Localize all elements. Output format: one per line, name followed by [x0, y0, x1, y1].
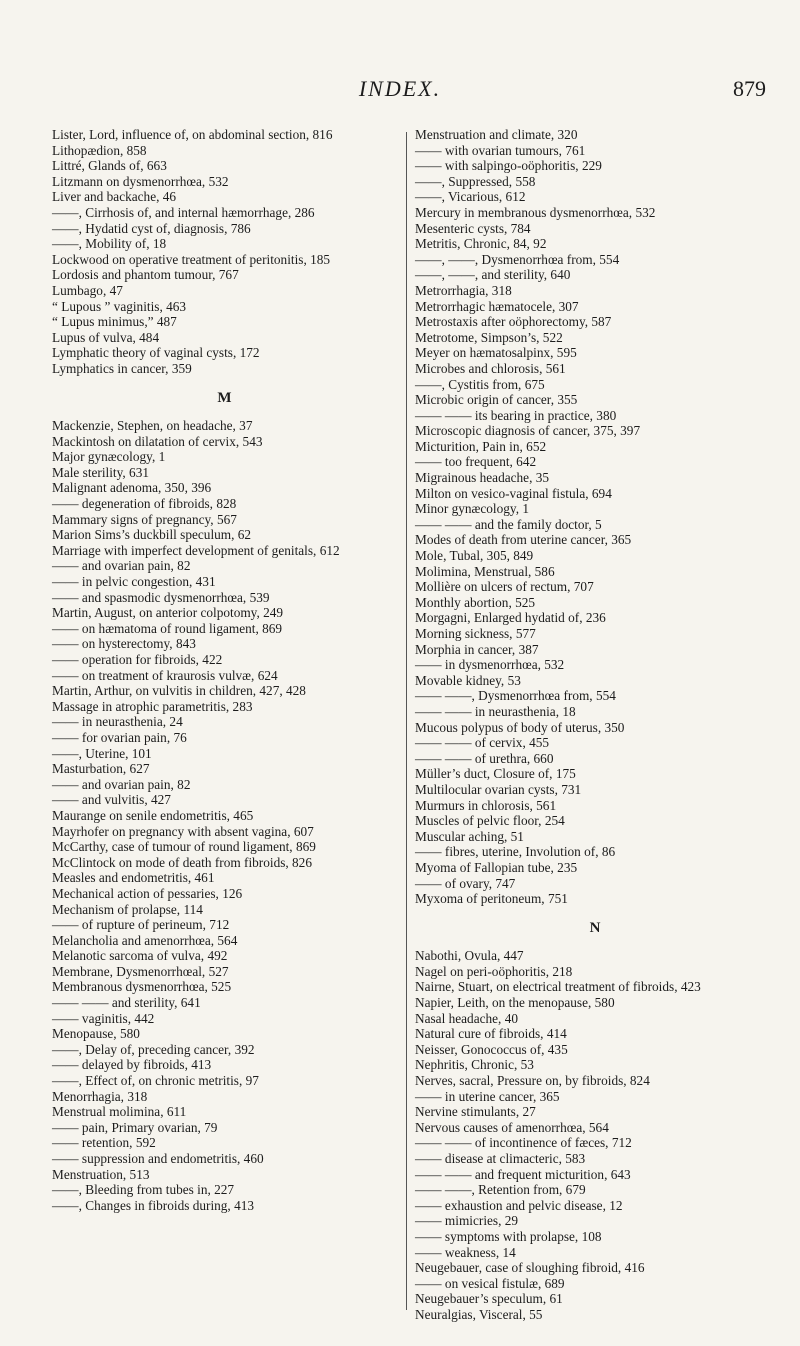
index-entry: Maurange on senile endometritis, 465: [52, 807, 254, 823]
index-entry: Muscular aching, 51: [415, 828, 524, 844]
index-entry: Lithopædion, 858: [52, 142, 147, 158]
index-entry: —— and spasmodic dysmenorrhœa, 539: [52, 589, 270, 605]
index-entry: ——, ——, and sterility, 640: [415, 267, 571, 283]
index-entry: Mollière on ulcers of rectum, 707: [415, 579, 594, 595]
index-entry: Neugebauer, case of sloughing fibroid, 416: [415, 1260, 645, 1276]
index-entry: Littré, Glands of, 663: [52, 158, 167, 174]
index-entry: —— and ovarian pain, 82: [52, 558, 191, 574]
index-entry: Nervous causes of amenorrhœa, 564: [415, 1119, 609, 1135]
index-entry: Metrostaxis after oöphorectomy, 587: [415, 314, 612, 330]
index-entry: —— fibres, uterine, Involution of, 86: [415, 844, 616, 860]
index-entry: Mole, Tubal, 305, 849: [415, 548, 534, 564]
index-entry: McClintock on mode of death from fibroids, 826: [52, 854, 312, 870]
index-entry: —— disease at climacteric, 583: [415, 1151, 586, 1166]
index-entry: Nerves, sacral, Pressure on, by fibroids, 824: [415, 1073, 650, 1089]
index-entry: Mackintosh on dilatation of cervix, 543: [52, 433, 263, 449]
index-entry: —— on vesical fistulæ, 689: [415, 1275, 565, 1291]
section-letter-heading: N: [589, 919, 601, 936]
index-entry: Mesenteric cysts, 784: [415, 220, 531, 236]
index-entry: Neugebauer’s speculum, 61: [415, 1291, 563, 1307]
index-entry: —— pain, Primary ovarian, 79: [52, 1119, 218, 1135]
index-entry: —— degeneration of fibroids, 828: [52, 496, 237, 512]
index-entry: —— in uterine cancer, 365: [415, 1088, 560, 1104]
index-entry: —— with salpingo-oöphoritis, 229: [415, 158, 602, 174]
index-entry: —— and ovarian pain, 82: [52, 776, 191, 792]
index-entry: Malignant adenoma, 350, 396: [52, 480, 212, 496]
index-entry: —— exhaustion and pelvic disease, 12: [415, 1197, 623, 1213]
index-entry: —— —— and frequent micturition, 643: [415, 1166, 631, 1182]
index-entry: —— symptoms with prolapse, 108: [415, 1228, 602, 1244]
index-entry: Mucous polypus of body of uterus, 350: [415, 719, 625, 735]
index-entry: Metritis, Chronic, 84, 92: [415, 236, 547, 252]
index-entry: Lupus of vulva, 484: [52, 329, 160, 345]
index-entry: Lister, Lord, influence of, on abdominal section, 816: [52, 127, 333, 142]
index-entry: Morphia in cancer, 387: [415, 641, 539, 657]
index-entry: Monthly abortion, 525: [415, 594, 536, 610]
index-entry: —— —— in neurasthenia, 18: [415, 703, 576, 719]
column-divider: [406, 132, 407, 1310]
section-letter-heading: M: [217, 389, 232, 406]
index-entry: Myxoma of peritoneum, 751: [415, 891, 568, 907]
index-entry: Mayrhofer on pregnancy with absent vagina, 607: [52, 823, 314, 839]
index-entry: Nephritis, Chronic, 53: [415, 1057, 534, 1073]
index-entry: Mechanism of prolapse, 114: [52, 901, 203, 917]
index-entry: —— —— and sterility, 641: [52, 995, 201, 1011]
page-number: 879: [733, 76, 766, 101]
index-entry: Nairne, Stuart, on electrical treatment of fibroids, 423: [415, 979, 701, 995]
index-entry: Morning sickness, 577: [415, 626, 536, 641]
index-entry: —— —— of incontinence of fæces, 712: [415, 1135, 632, 1151]
index-entry: Male sterility, 631: [52, 464, 149, 480]
index-entry: Lockwood on operative treatment of peritonitis, 185: [52, 251, 331, 267]
index-entry: Menstruation, 513: [52, 1166, 150, 1182]
index-entry: —— too frequent, 642: [415, 454, 537, 470]
index-entry: Martin, Arthur, on vulvitis in children, 427, 428: [52, 683, 306, 699]
index-entry: Morgagni, Enlarged hydatid of, 236: [415, 610, 606, 626]
index-entry: Marion Sims’s duckbill speculum, 62: [52, 527, 252, 543]
running-head-title: INDEX.: [358, 76, 442, 101]
index-entry: Measles and endometritis, 461: [52, 870, 215, 886]
index-entry: Movable kidney, 53: [415, 672, 521, 688]
running-head: [0, 74, 800, 104]
right-index-column: [415, 127, 775, 1323]
index-entry: Modes of death from uterine cancer, 365: [415, 532, 632, 548]
index-entry: ——, Delay of, preceding cancer, 392: [52, 1041, 255, 1057]
index-entry: Nasal headache, 40: [415, 1010, 518, 1026]
index-entry: Melanotic sarcoma of vulva, 492: [52, 948, 228, 964]
index-entry: Microscopic diagnosis of cancer, 375, 397: [415, 423, 641, 439]
index-entry: Neisser, Gonococcus of, 435: [415, 1041, 568, 1057]
index-entry: Napier, Leith, on the menopause, 580: [415, 995, 615, 1011]
index-entry: Micturition, Pain in, 652: [415, 438, 547, 454]
index-entry: Menstrual molimina, 611: [52, 1104, 187, 1120]
index-entry: Lumbago, 47: [52, 282, 123, 298]
index-entry: Martin, August, on anterior colpotomy, 249: [52, 605, 284, 621]
index-entry: —— mimicries, 29: [415, 1213, 519, 1229]
index-entry: —— in dysmenorrhœa, 532: [415, 657, 565, 673]
index-entry: —— in pelvic congestion, 431: [52, 574, 216, 590]
index-entry: Mercury in membranous dysmenorrhœa, 532: [415, 204, 656, 220]
index-entry: —— delayed by fibroids, 413: [52, 1057, 212, 1073]
index-entry: “ Lupus minimus,” 487: [52, 314, 177, 330]
index-entry: Menopause, 580: [52, 1026, 140, 1042]
index-entry: Membranous dysmenorrhœa, 525: [52, 979, 232, 995]
index-entry: —— in neurasthenia, 24: [52, 714, 183, 730]
index-entry: —— —— of cervix, 455: [415, 735, 550, 751]
index-entry: —— —— and the family doctor, 5: [415, 516, 602, 532]
index-entry: ——, Uterine, 101: [52, 745, 152, 761]
index-entry: Myoma of Fallopian tube, 235: [415, 859, 578, 875]
index-entry: Massage in atrophic parametritis, 283: [52, 698, 253, 714]
index-entry: Metrorrhagia, 318: [415, 282, 512, 298]
index-entry: —— —— of urethra, 660: [415, 750, 554, 766]
index-entry: ——, Cystitis from, 675: [415, 376, 545, 392]
index-entry: Molimina, Menstrual, 586: [415, 563, 555, 579]
index-entry: ——, Mobility of, 18: [52, 236, 167, 252]
index-entry: Müller’s duct, Closure of, 175: [415, 766, 576, 782]
index-entry: Microbic origin of cancer, 355: [415, 392, 578, 408]
index-entry: Liver and backache, 46: [52, 189, 177, 205]
index-entry: Microbes and chlorosis, 561: [415, 360, 566, 376]
index-entry: Migrainous headache, 35: [415, 470, 550, 486]
index-entry: Metrotome, Simpson’s, 522: [415, 329, 563, 345]
index-entry: Lordosis and phantom tumour, 767: [52, 267, 239, 283]
index-entry: Melancholia and amenorrhœa, 564: [52, 932, 238, 948]
index-entry: —— on hysterectomy, 843: [52, 636, 196, 652]
index-entry: Nervine stimulants, 27: [415, 1104, 536, 1120]
index-entry: Minor gynæcology, 1: [415, 501, 530, 517]
index-entry: Lymphatic theory of vaginal cysts, 172: [52, 345, 260, 361]
index-entry: Marriage with imperfect development of genitals, 612: [52, 542, 340, 558]
index-entry: ——, Hydatid cyst of, diagnosis, 786: [52, 220, 251, 236]
index-entry: —— on hæmatoma of round ligament, 869: [52, 620, 283, 636]
index-entry: —— suppression and endometritis, 460: [52, 1151, 264, 1166]
index-entry: Milton on vesico-vaginal fistula, 694: [415, 485, 612, 501]
index-entry: —— on treatment of kraurosis vulvæ, 624: [52, 667, 278, 683]
index-entry: —— for ovarian pain, 76: [52, 729, 187, 745]
index-entry: Multilocular ovarian cysts, 731: [415, 781, 582, 797]
index-entry: Meyer on hæmatosalpinx, 595: [415, 345, 577, 361]
index-entry: —— operation for fibroids, 422: [52, 652, 223, 667]
index-entry: —— weakness, 14: [415, 1244, 516, 1260]
index-entry: Muscles of pelvic floor, 254: [415, 813, 565, 829]
index-entry: Menstruation and climate, 320: [415, 127, 578, 142]
index-entry: Natural cure of fibroids, 414: [415, 1026, 567, 1042]
index-entry: Nagel on peri-oöphoritis, 218: [415, 963, 573, 979]
index-entry: Mechanical action of pessaries, 126: [52, 885, 243, 901]
index-entry: ——, Vicarious, 612: [415, 189, 526, 205]
index-entry: “ Lupous ” vaginitis, 463: [52, 298, 187, 314]
index-entry: —— and vulvitis, 427: [52, 792, 171, 808]
index-entry: Membrane, Dysmenorrhœal, 527: [52, 963, 229, 979]
index-entry: ——, Effect of, on chronic metritis, 97: [52, 1073, 259, 1089]
index-entry: Metrorrhagic hæmatocele, 307: [415, 298, 579, 314]
index-entry: —— ——, Dysmenorrhœa from, 554: [415, 688, 616, 704]
index-entry: Murmurs in chlorosis, 561: [415, 797, 557, 813]
index-entry: Litzmann on dysmenorrhœa, 532: [52, 173, 229, 189]
index-entry: —— retention, 592: [52, 1135, 156, 1151]
index-entry: Mammary signs of pregnancy, 567: [52, 511, 237, 527]
index-entry: ——, Bleeding from tubes in, 227: [52, 1182, 235, 1198]
index-entry: ——, Suppressed, 558: [415, 173, 536, 189]
left-index-column: [52, 127, 397, 1213]
index-entry: Mackenzie, Stephen, on headache, 37: [52, 418, 253, 434]
index-entry: ——, Changes in fibroids during, 413: [52, 1197, 255, 1213]
index-entry: Major gynæcology, 1: [52, 449, 166, 465]
index-entry: —— vaginitis, 442: [52, 1010, 155, 1026]
index-entry: Nabothi, Ovula, 447: [415, 948, 524, 964]
index-entry: —— —— its bearing in practice, 380: [415, 407, 617, 423]
index-entry: —— of ovary, 747: [415, 875, 516, 891]
index-entry: —— with ovarian tumours, 761: [415, 142, 586, 158]
index-entry: Masturbation, 627: [52, 761, 150, 777]
index-entry: Neuralgias, Visceral, 55: [415, 1306, 543, 1322]
index-entry: McCarthy, case of tumour of round ligament, 869: [52, 839, 316, 855]
index-entry: ——, ——, Dysmenorrhœa from, 554: [415, 251, 620, 267]
index-entry: Menorrhagia, 318: [52, 1088, 148, 1104]
index-entry: Lymphatics in cancer, 359: [52, 360, 192, 376]
index-entry: ——, Cirrhosis of, and internal hæmorrhage, 286: [52, 204, 315, 220]
index-entry: —— of rupture of perineum, 712: [52, 917, 230, 933]
index-entry: —— ——, Retention from, 679: [415, 1182, 586, 1198]
